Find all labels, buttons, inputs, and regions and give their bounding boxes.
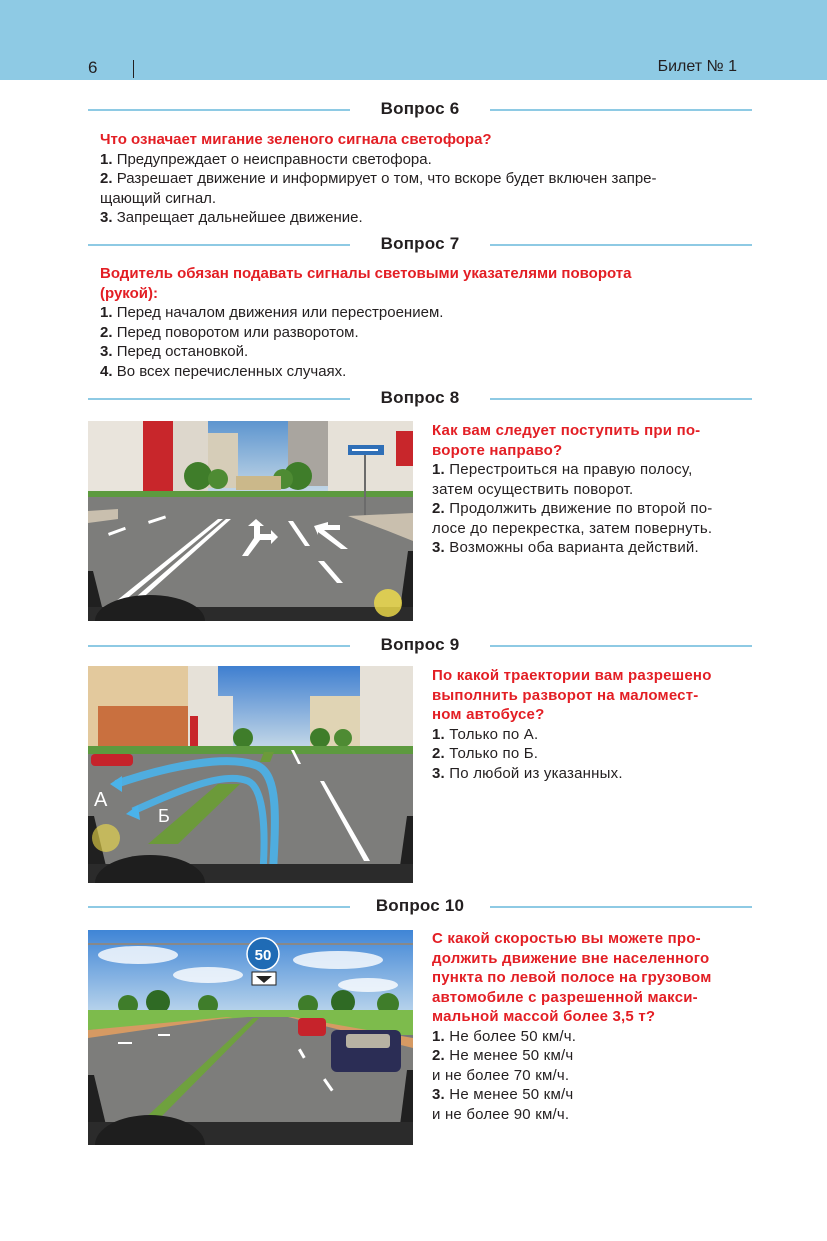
question-text: Как вам следует поступить при по- вороте направо? bbox=[432, 422, 701, 459]
answer-option-3: 3. Запрещает дальнейшее движение. bbox=[100, 209, 363, 226]
question-heading-title: Вопрос 6 bbox=[380, 99, 460, 118]
ticket-label: Билет № 1 bbox=[657, 58, 737, 75]
answer-option-3: 3. Возможны оба варианта действий. bbox=[432, 539, 699, 556]
question-text: С какой скоростью вы можете про- должить движение вне населенного пункта по левой полосе на грузовом автомобиле с разрешенной макси- мальной массой более 3,5 т? bbox=[432, 930, 712, 1025]
question-9-block bbox=[432, 666, 757, 783]
rule-right bbox=[490, 906, 752, 908]
answer-option-2: 2. Только по Б. bbox=[432, 745, 539, 762]
answer-option-2: 2. Разрешает движение и информирует о том, что вскоре будет включен запре- щающий сигнал. bbox=[100, 170, 657, 207]
question-heading-title: Вопрос 8 bbox=[380, 388, 460, 407]
page-number: 6 bbox=[88, 58, 98, 77]
answer-option-1: 1. Предупреждает о неисправности светофора. bbox=[100, 150, 432, 168]
question-7-block bbox=[100, 264, 750, 381]
rule-right bbox=[490, 645, 752, 647]
answer-option-2: 2. Продолжить движение по второй по- лосе до перекрестка, затем повернуть. bbox=[432, 500, 713, 537]
question-text: По какой траектории вам разрешено выполнить разворот на маломест- ном автобусе? bbox=[432, 667, 712, 723]
answer-option-1: 1. Не более 50 км/ч. bbox=[432, 1027, 577, 1045]
answer-option-2: 2. Не менее 50 км/ч и не более 70 км/ч. bbox=[432, 1047, 574, 1084]
answer-option-1: 1. Перед началом движения или перестроением. bbox=[100, 304, 444, 321]
answer-option-1: 1. Только по А. bbox=[432, 725, 539, 743]
answer-option-3: 3. Не менее 50 км/ч и не более 90 км/ч. bbox=[432, 1086, 574, 1123]
question-10-heading bbox=[88, 896, 752, 916]
page-header bbox=[0, 0, 827, 80]
question-8-image bbox=[88, 421, 413, 621]
rule-right bbox=[490, 244, 752, 246]
answer-option-3: 3. Перед остановкой. bbox=[100, 343, 249, 360]
question-9-heading bbox=[88, 635, 752, 655]
rule-right bbox=[490, 109, 752, 111]
question-7-heading bbox=[88, 234, 752, 254]
question-10-image bbox=[88, 930, 413, 1145]
svg-text:А: А bbox=[94, 789, 108, 811]
question-10-block bbox=[432, 929, 757, 1124]
question-text: Что означает мигание зеленого сигнала светофора? bbox=[100, 131, 492, 148]
header-divider bbox=[133, 60, 134, 78]
question-6-block bbox=[100, 130, 750, 228]
question-heading-title: Вопрос 10 bbox=[375, 896, 465, 915]
question-text: Водитель обязан подавать сигналы световыми указателями поворота (рукой): bbox=[100, 265, 632, 302]
answer-option-1: 1. Перестроиться на правую полосу, затем осуществить поворот. bbox=[432, 461, 693, 498]
question-8-heading bbox=[88, 388, 752, 408]
svg-text:Б: Б bbox=[158, 806, 170, 826]
svg-text:50: 50 bbox=[254, 947, 272, 964]
answer-option-2: 2. Перед поворотом или разворотом. bbox=[100, 323, 359, 341]
answer-option-3: 3. По любой из указанных. bbox=[432, 764, 623, 782]
highway-scene-illustration bbox=[88, 930, 413, 1145]
question-heading-title: Вопрос 7 bbox=[380, 234, 460, 253]
question-9-image bbox=[88, 666, 413, 883]
answer-option-4: 4. Во всех перечисленных случаях. bbox=[100, 362, 347, 380]
question-8-block bbox=[432, 421, 757, 558]
question-heading-title: Вопрос 9 bbox=[380, 635, 460, 654]
u-turn-scene-illustration bbox=[88, 666, 413, 883]
question-6-heading bbox=[88, 99, 752, 119]
rule-right bbox=[490, 398, 752, 400]
intersection-scene-illustration bbox=[88, 421, 413, 621]
